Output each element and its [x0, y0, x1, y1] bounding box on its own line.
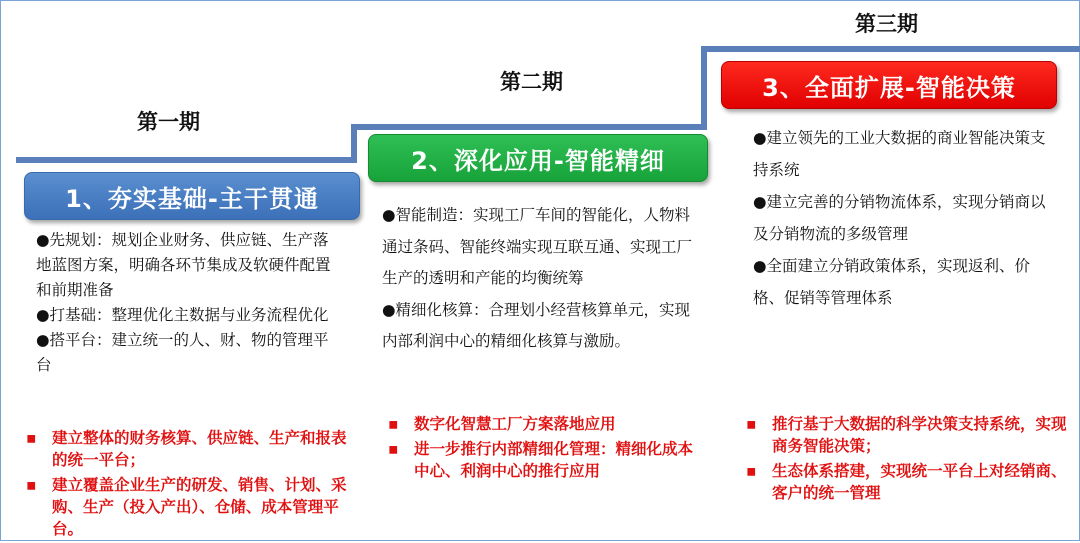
phase-2-title: 第二期	[500, 70, 563, 94]
phase-1-items	[36, 228, 336, 378]
phase-3-banner: 3、全面扩展-智能决策	[721, 61, 1057, 109]
phase-1-banner: 1、夯实基础-主干贯通	[24, 172, 360, 220]
phase-2-highlight: ▪ 数字化智慧工厂方案落地应用	[388, 415, 616, 433]
phase-1-highlight: ▪ 建立覆盖企业生产的研发、销售、计划、采购、生产（投入产出）、仓储、成本管理平台。	[26, 476, 347, 538]
phase-2-item: ●精细化核算：合理划小经营核算单元，实现内部利润中心的精细化核算与激励。	[382, 300, 691, 350]
phase-3-item: ●建立领先的工业大数据的商业智能决策支持系统	[753, 129, 1046, 179]
phase-2-items	[382, 200, 696, 358]
phase-1-item: ●打基础：整理优化主数据与业务流程优化	[36, 306, 329, 324]
square-bullet-icon: ▪	[26, 429, 37, 447]
phase-1-highlight: ▪ 建立整体的财务核算、供应链、生产和报表的统一平台；	[26, 429, 347, 469]
phase-1-highlights	[24, 427, 360, 543]
phase-3-item: ●全面建立分销政策体系，实现返利、价格、促销等管理体系	[753, 257, 1031, 307]
phase-3-highlights	[744, 413, 1070, 507]
phase-2-highlights	[386, 413, 706, 485]
phase-1-item: ●先规划：规划企业财务、供应链、生产落地蓝图方案，明确各环节集成及软硬件配置和前期准备	[36, 231, 331, 299]
phase-3-highlight: ▪ 推行基于大数据的科学决策支持系统，实现商务智能决策；	[746, 415, 1067, 455]
phase-3-title: 第三期	[855, 12, 918, 36]
phase-1-item: ●搭平台：建立统一的人、财、物的管理平台	[36, 331, 329, 374]
phase-3-items	[753, 122, 1055, 314]
phase-2-highlight: ▪ 进一步推行内部精细化管理：精细化成本中心、利润中心的推行应用	[388, 440, 694, 480]
square-bullet-icon: ▪	[746, 462, 757, 480]
phase-3-highlight: ▪ 生态体系搭建，实现统一平台上对经销商、客户的统一管理	[746, 462, 1067, 502]
square-bullet-icon: ▪	[26, 476, 37, 494]
square-bullet-icon: ▪	[388, 440, 399, 458]
phase-1-title: 第一期	[137, 110, 200, 134]
phase-3-item: ●建立完善的分销物流体系，实现分销商以及分销物流的多级管理	[753, 193, 1046, 243]
phase-2-banner: 2、深化应用-智能精细	[368, 134, 708, 182]
square-bullet-icon: ▪	[746, 415, 757, 433]
phase-2-item: ●智能制造：实现工厂车间的智能化，人物料通过条码、智能终端实现互联互通、实现工厂生产的透明和产能的均衡统筹	[382, 206, 693, 287]
square-bullet-icon: ▪	[388, 415, 399, 433]
